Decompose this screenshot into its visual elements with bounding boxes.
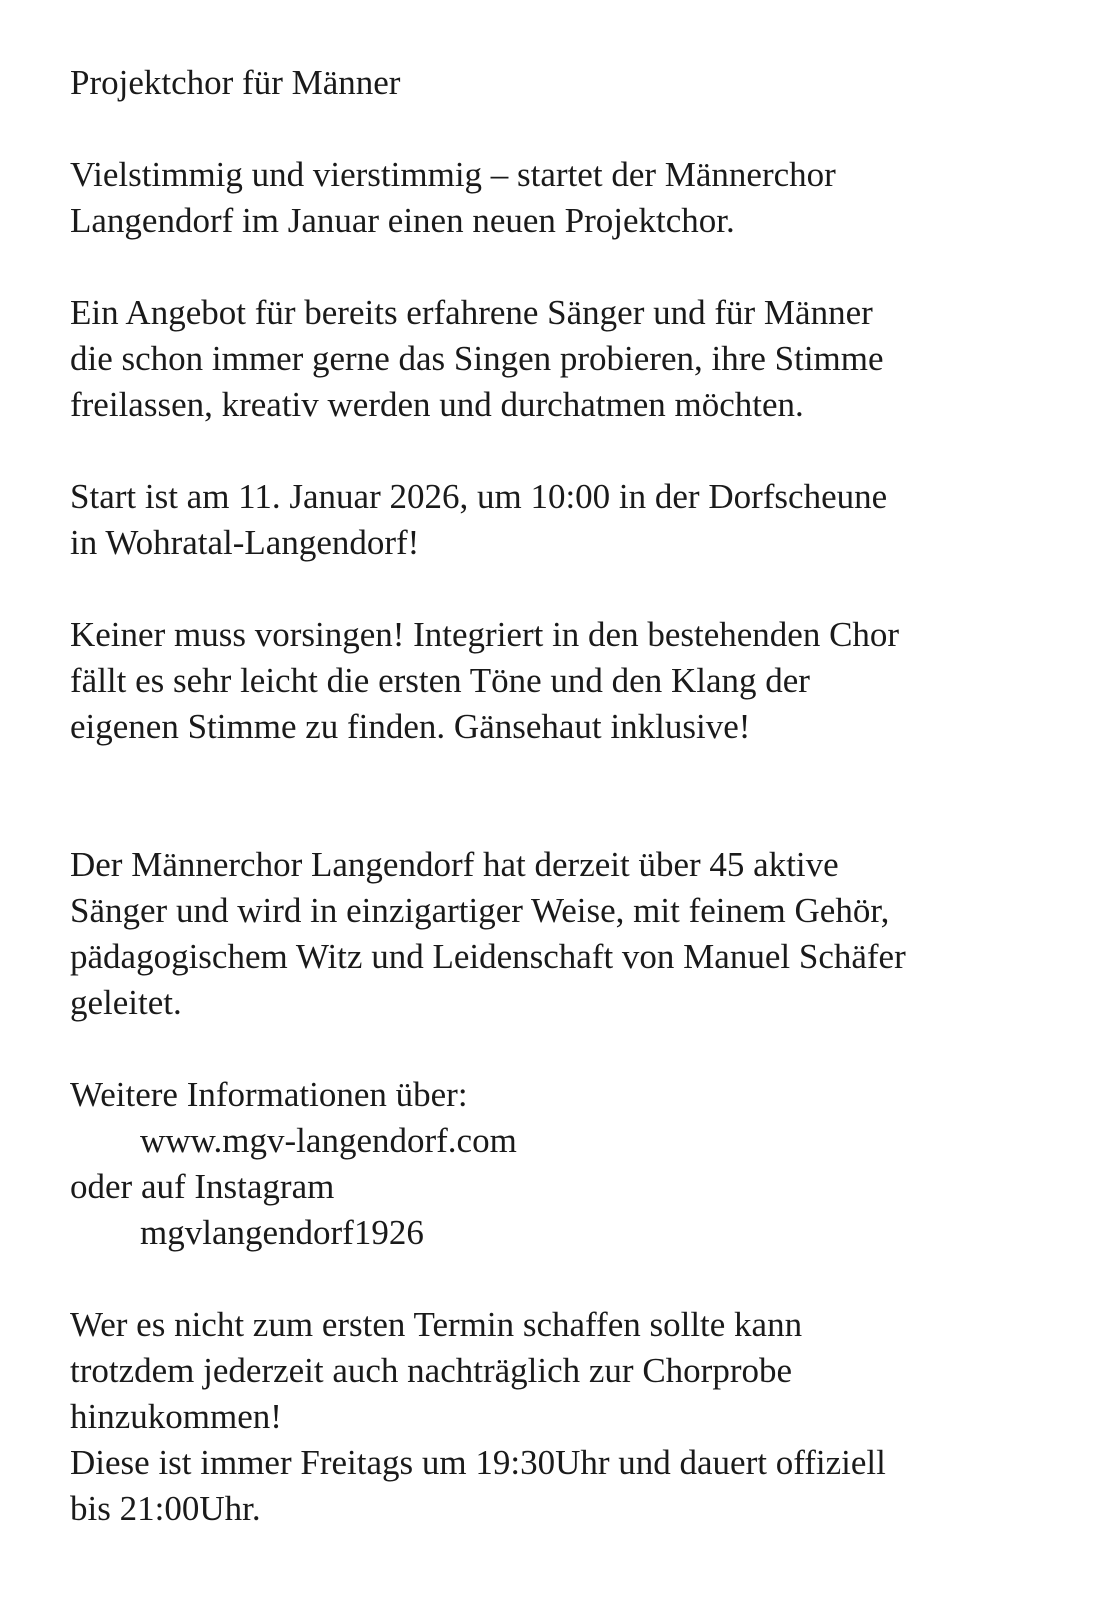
paragraph-line: die schon immer gerne das Singen probieren, ihre Stimme xyxy=(70,339,884,378)
paragraph-line: Start ist am 11. Januar 2026, um 10:00 in der Dorfscheune xyxy=(70,477,888,516)
info-label: Weitere Informationen über: xyxy=(70,1075,468,1114)
paragraph-line: in Wohratal-Langendorf! xyxy=(70,523,420,562)
paragraph-line: Sänger und wird in einzigartiger Weise, mit feinem Gehör, xyxy=(70,891,890,930)
paragraph-line: Der Männerchor Langendorf hat derzeit über 45 aktive xyxy=(70,845,839,884)
paragraph-line: Vielstimmig und vierstimmig – startet der Männerchor xyxy=(70,155,836,194)
paragraph-line: fällt es sehr leicht die ersten Töne und den Klang der xyxy=(70,661,810,700)
paragraph-line: freilassen, kreativ werden und durchatmen möchten. xyxy=(70,385,804,424)
document-page xyxy=(70,60,1070,1532)
no-audition-paragraph xyxy=(70,612,1070,750)
paragraph-line: pädagogischem Witz und Leidenschaft von Manuel Schäfer xyxy=(70,937,906,976)
paragraph-line: Keiner muss vorsingen! Integriert in den bestehenden Chor xyxy=(70,615,900,654)
offer-paragraph xyxy=(70,290,1070,428)
instagram-handle[interactable]: mgvlangendorf1926 xyxy=(140,1213,424,1252)
instagram-label: oder auf Instagram xyxy=(70,1167,335,1206)
paragraph-line: Ein Angebot für bereits erfahrene Sänger und für Männer xyxy=(70,293,873,332)
intro-paragraph xyxy=(70,152,1070,244)
website-link[interactable]: www.mgv-langendorf.com xyxy=(140,1121,517,1160)
start-paragraph xyxy=(70,474,1070,566)
paragraph-line: hinzukommen! xyxy=(70,1397,282,1436)
paragraph-line: eigenen Stimme zu finden. Gänsehaut inklusive! xyxy=(70,707,751,746)
about-choir-paragraph xyxy=(70,842,1070,1026)
paragraph-line: geleitet. xyxy=(70,983,182,1022)
paragraph-line: Diese ist immer Freitags um 19:30Uhr und dauert offiziell xyxy=(70,1443,886,1482)
paragraph-line: Wer es nicht zum ersten Termin schaffen sollte kann xyxy=(70,1305,803,1344)
paragraph-line: trotzdem jederzeit auch nachträglich zur Chorprobe xyxy=(70,1351,793,1390)
paragraph-line: bis 21:00Uhr. xyxy=(70,1489,261,1528)
late-join-paragraph xyxy=(70,1302,1070,1532)
document-title: Projektchor für Männer xyxy=(70,63,401,102)
info-section xyxy=(70,1072,1070,1256)
paragraph-line: Langendorf im Januar einen neuen Projektchor. xyxy=(70,201,735,240)
